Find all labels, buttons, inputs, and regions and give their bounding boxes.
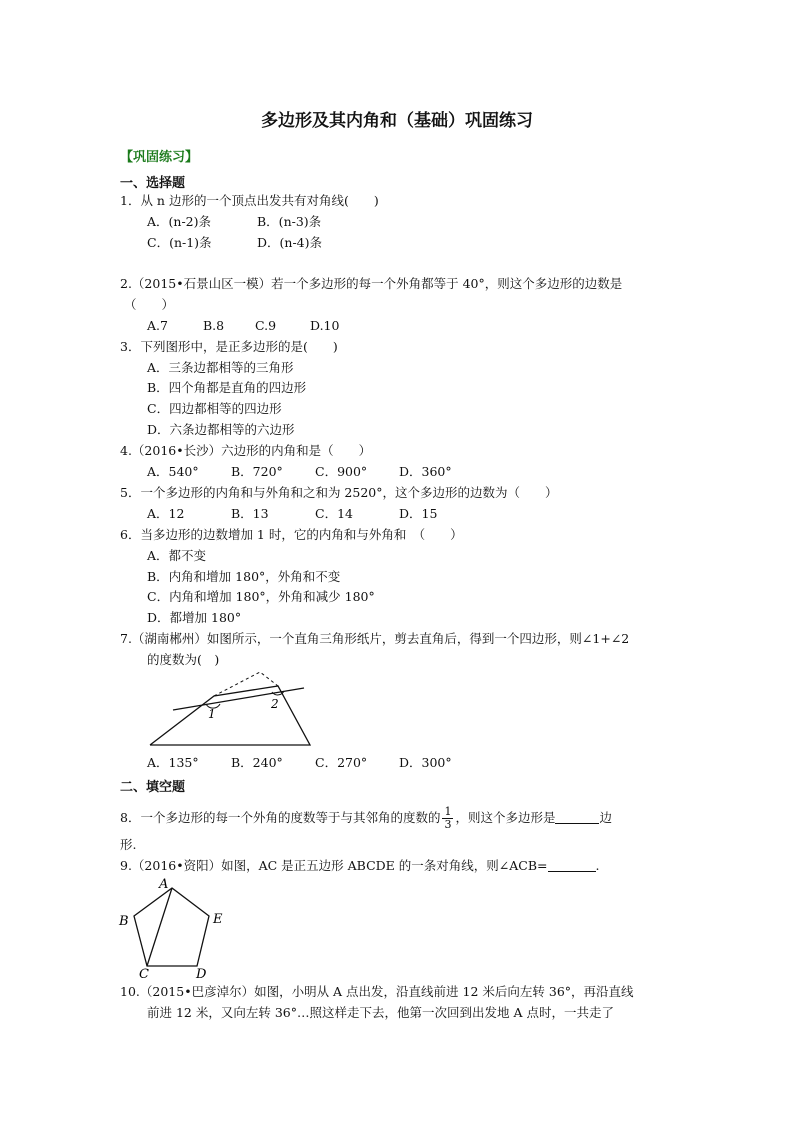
q1-option-a: A．(n-2)条 (147, 214, 212, 229)
q9-label-b: B (119, 914, 129, 929)
part2-heading: 二、填空题 (120, 780, 186, 795)
q10-cont: 前进 12 米，又向左转 36°…照这样走下去，他第一次回到出发地 A 点时，一共走了 (147, 1005, 614, 1020)
q6-text: 6．当多边形的边数增加 1 时，它的内角和与外角和 （ ） (120, 527, 463, 542)
q8-line (120, 806, 612, 831)
section-label: 【巩固练习】 (120, 150, 199, 165)
q3-option-a: A．三条边都相等的三角形 (147, 360, 294, 375)
q9-diagonal-ac (147, 888, 172, 966)
q9-label-a: A (159, 877, 169, 892)
q8-tail: 边 (599, 810, 612, 825)
q9-label-d: D (196, 967, 207, 980)
q8-answer-blank[interactable] (555, 811, 599, 824)
q7-figure (140, 666, 320, 750)
q9-answer-blank[interactable] (548, 859, 596, 872)
q6-option-c: C．内角和增加 180°，外角和减少 180° (147, 589, 375, 604)
q2-option-d: D.10 (310, 318, 340, 333)
q2-cont: （ ） (124, 297, 175, 312)
q7-dashed-corner (214, 672, 278, 696)
q7-option-b: B．240° (231, 755, 283, 770)
q1-text: 1．从 n 边形的一个顶点出发共有对角线( ) (120, 193, 379, 208)
q4-option-d: D．360° (399, 464, 452, 479)
q6-option-d: D．都增加 180° (147, 610, 242, 625)
q2-option-c: C.9 (255, 318, 277, 333)
q7-label-1: 1 (208, 707, 216, 721)
q9-pentagon-figure (116, 876, 228, 980)
q4-option-b: B．720° (231, 464, 283, 479)
q1-option-d: D．(n-4)条 (257, 235, 323, 250)
q3-option-c: C．四边都相等的四边形 (147, 401, 282, 416)
q2-option-a: A.7 (147, 318, 168, 333)
q6-option-b: B．内角和增加 180°，外角和不变 (147, 569, 341, 584)
q9-label-c: C (139, 967, 149, 980)
q8-text: 8．一个多边形的每一个外角的度数等于与其邻角的度数的 (120, 810, 441, 825)
q1-option-c: C．(n-1)条 (147, 235, 212, 250)
q9-label-e: E (213, 912, 223, 927)
q3-option-d: D．六条边都相等的六边形 (147, 422, 295, 437)
q7-triangle (150, 686, 310, 745)
q9-pentagon (134, 888, 209, 966)
q5-option-d: D．15 (399, 506, 438, 521)
q2-option-b: B.8 (203, 318, 225, 333)
q5-option-c: C．14 (315, 506, 353, 521)
q4-option-c: C．900° (315, 464, 368, 479)
q9-text: 9.（2016•资阳）如图，AC 是正五边形 ABCDE 的一条对角线，则∠ACB= (120, 858, 548, 873)
q7-text: 7.（湖南郴州）如图所示，一个直角三角形纸片，剪去直角后，得到一个四边形，则∠1+∠2 (120, 631, 630, 646)
q6-option-a: A．都不变 (147, 548, 207, 563)
q9-end: . (595, 858, 600, 873)
q7-option-a: A．135° (147, 755, 199, 770)
q1-option-b: B．(n-3)条 (257, 214, 322, 229)
q7-option-c: C．270° (315, 755, 368, 770)
q7-cont: 的度数为( ) (147, 652, 220, 667)
page-title: 多边形及其内角和（基础）巩固练习 (261, 111, 533, 131)
q9-line (120, 858, 600, 874)
q4-option-a: A．540° (147, 464, 199, 479)
q8-fraction: $\frac{1}{3}$ (444, 805, 452, 831)
q7-label-2: 2 (271, 697, 279, 711)
q3-text: 3．下列图形中，是正多边形的是( ) (120, 339, 338, 354)
q3-option-b: B．四个角都是直角的四边形 (147, 380, 307, 395)
q2-text: 2.（2015•石景山区一模）若一个多边形的每一个外角都等于 40°，则这个多边形的边数是 (120, 276, 623, 291)
q4-text: 4.（2016•长沙）六边形的内角和是（ ） (120, 443, 372, 458)
q5-text: 5．一个多边形的内角和与外角和之和为 2520°，这个多边形的边数为（ ） (120, 485, 558, 500)
q5-option-a: A．12 (147, 506, 185, 521)
part1-heading: 一、选择题 (120, 176, 186, 191)
q7-option-d: D．300° (399, 755, 452, 770)
q5-option-b: B．13 (231, 506, 269, 521)
q10-text: 10.（2015•巴彦淖尔）如图，小明从 A 点出发，沿直线前进 12 米后向左转 36°，再沿直线 (120, 984, 634, 999)
q8-cont: 形. (120, 837, 137, 852)
q8-after: ，则这个多边形是 (455, 810, 556, 825)
